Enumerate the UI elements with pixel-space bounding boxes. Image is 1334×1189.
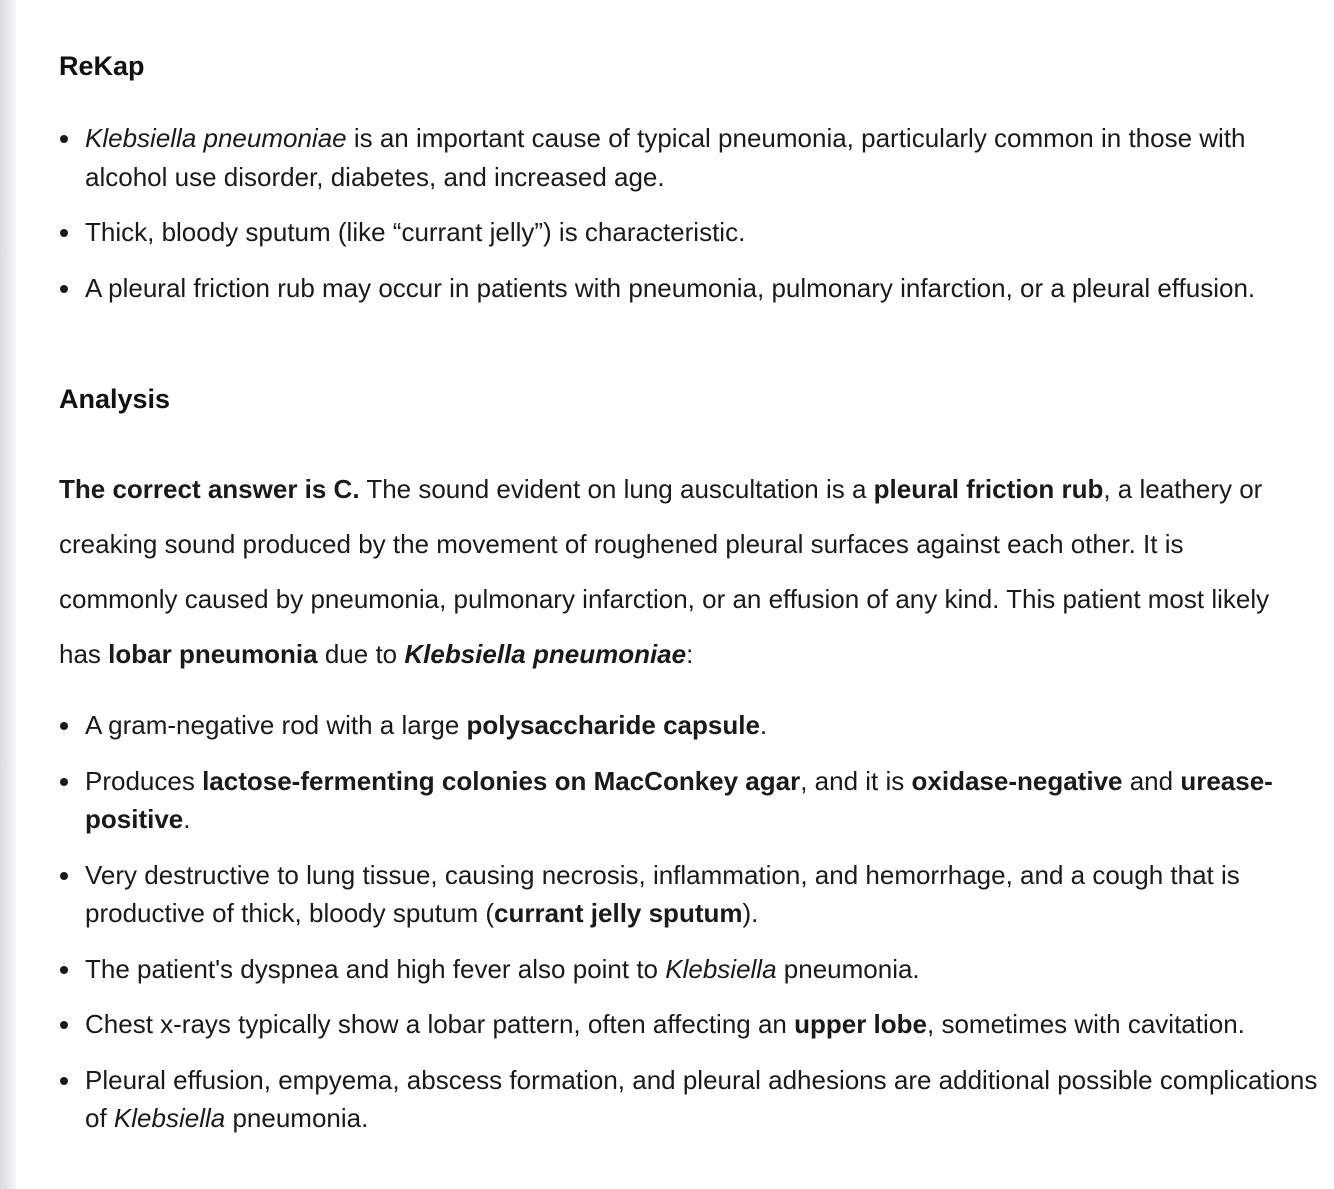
analysis-paragraph: The correct answer is C. The sound evident on lung auscultation is a pleural friction rub, a leathery or creaking sound produced by the movement of roughened pleural surfaces against each other. It is commonly caused by pneumonia, pulmonary infarction, or an effusion of any kind. This patient most likely has lobar pneumonia due to Klebsiella pneumoniae: <box>59 474 1270 669</box>
list-item: Very destructive to lung tissue, causing necrosis, inflammation, and hemorrhage, and a cough that is productive of thick, bloody sputum (currant jelly sputum). <box>59 856 1321 933</box>
rekap-list <box>59 119 1321 324</box>
list-item: Pleural effusion, empyema, abscess formation, and pleural adhesions are additional possible complications of Klebsiella pneumonia. <box>59 1061 1321 1138</box>
analysis-heading: Analysis <box>59 384 171 414</box>
list-item: The patient's dyspnea and high fever also point to Klebsiella pneumonia. <box>59 950 1321 989</box>
list-item: Thick, bloody sputum (like “currant jelly”) is characteristic. <box>59 213 1321 252</box>
list-item: Produces lactose-fermenting colonies on MacConkey agar, and it is oxidase-negative and urease-positive. <box>59 762 1321 839</box>
list-item: A gram-negative rod with a large polysaccharide capsule. <box>59 706 1321 745</box>
answer-statement: The correct answer is C. <box>59 474 360 504</box>
list-item: Chest x-rays typically show a lobar pattern, often affecting an upper lobe, sometimes with cavitation. <box>59 1005 1321 1044</box>
list-item: Klebsiella pneumoniae is an important cause of typical pneumonia, particularly common in those with alcohol use disorder, diabetes, and increased age. <box>59 119 1321 196</box>
window-left-edge <box>0 0 16 1189</box>
analysis-list <box>59 706 1321 1155</box>
organism-name: Klebsiella pneumoniae <box>85 123 347 153</box>
list-item: A pleural friction rub may occur in patients with pneumonia, pulmonary infarction, or a pleural effusion. <box>59 269 1321 308</box>
rekap-heading: ReKap <box>59 51 145 81</box>
